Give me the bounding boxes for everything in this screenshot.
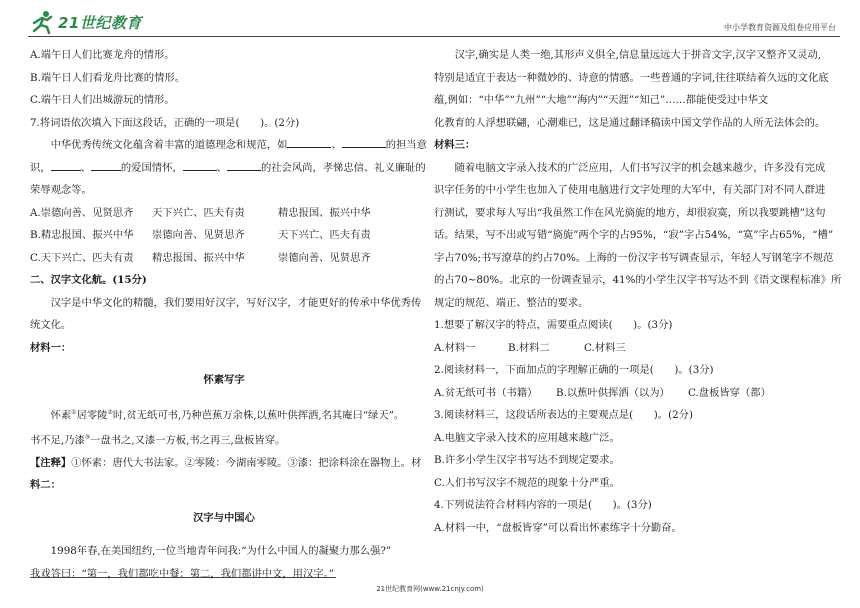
question-3-option-b: B.许多小学生汉字书写达不到规定要求。 bbox=[434, 454, 620, 466]
material-2-cont-line-4: 化教育的人浮想联翩，心潮难已，这是通过翻译稿读中国文学作品的人所无法体会的。 bbox=[434, 116, 826, 129]
material-2-cont-line-3: 蕴,例如：“中华”“九州”“大地”“海内”“天涯”“知己”……都能使受过中华文 bbox=[434, 94, 769, 106]
page-footer: 21世纪教育网(www.21cnjy.com) bbox=[376, 585, 484, 593]
q7-option-c: C.天下兴亡、匹夫有责 精忠报国、振兴中华 崇德向善、见贤思齐 bbox=[30, 251, 371, 264]
question-1: 1.想要了解汉字的特点，需要重点阅读( )。(3分) bbox=[434, 319, 673, 331]
fill-blank[interactable] bbox=[342, 135, 386, 148]
material-3-line-6: 的占70~80%。北京的一份调查显示，41%的小学生汉字书写达不到《语文课程标准》所 bbox=[434, 274, 842, 286]
question-2-options: A.贫无纸可书（书籍） B.以蕉叶供挥洒（以为） C.盘板皆穿（都） bbox=[434, 386, 771, 399]
material-2-line-1: 1998年春,在美国纽约,一位当地青年问我:“为什么中国人的凝聚力那么强?” bbox=[50, 545, 392, 558]
material-3-line-5: 字占70%;书写潦草的约占70%。上海的一份汉字书写调查显示，年轻人写钢笔字不规范 bbox=[434, 251, 834, 264]
question-4-option-a: A.材料一中，“盘板皆穿”可以看出怀素练字十分勤奋。 bbox=[434, 521, 682, 534]
runner-logo-icon bbox=[30, 9, 56, 35]
header-rule bbox=[28, 36, 840, 37]
option-c: C.端午日人们出城游玩的情形。 bbox=[30, 94, 175, 106]
material-2-line-2: 我戏答曰：“第一，我们都吃中餐；第二，我们都讲中文，用汉字。” bbox=[30, 567, 334, 580]
material-2-cont-line-1: 汉字,确实是人类一绝,其形声义俱全,信息量远远大于拼音文字,汉字又整齐又灵动, bbox=[454, 49, 822, 61]
annotation: 【注释】①怀素：唐代大书法家。②零陵：今湖南零陵。③漆：把涂料涂在器物上。材 bbox=[30, 456, 422, 469]
material-3-label: 材料三： bbox=[434, 139, 476, 151]
material-1-line-2: 书不足,乃漆③一盘书之,又漆一方板,书之再三,盘板皆穿。 bbox=[30, 434, 286, 447]
question-1-options: A.材料一 B.材料二 C.材料三 bbox=[434, 341, 626, 354]
option-a: A.端午日人们比赛龙舟的情形。 bbox=[30, 49, 175, 61]
q7-option-b: B.精忠报国、振兴中华 崇德向善、见贤思齐 天下兴亡、匹夫有责 bbox=[30, 229, 371, 241]
fill-blank[interactable] bbox=[183, 158, 217, 171]
brand-name: 21世纪教育 bbox=[58, 13, 142, 32]
fill-blank[interactable] bbox=[51, 158, 81, 171]
q7-passage-line-1: 中华优秀传统文化蕴含着丰富的道德理念和规范，如 、 的担当意 bbox=[30, 134, 418, 157]
question-4: 4.下列说法符合材料内容的一项是( )。(3分) bbox=[434, 499, 652, 511]
platform-name: 中小学教育资源及组卷应用平台 bbox=[724, 23, 836, 32]
q7-option-a: A.崇德向善、见贤思齐 天下兴亡、匹夫有责 精忠报国、振兴中华 bbox=[30, 206, 371, 219]
material-1-line-1: 怀素①居零陵②时,贫无纸可书,乃种芭蕉万余株,以蕉叶供挥洒,名其庵曰“绿天”。 bbox=[50, 409, 405, 422]
question-7: 7.将词语依次填入下面这段话，正确的一项是( )。(2分) bbox=[30, 116, 300, 129]
q7-passage-line-2: 识， 、 的爱国情怀， 、 的社会风尚，孝悌忠信、礼义廉耻的 bbox=[30, 157, 418, 180]
material-3-line-3: 行测试，要求每人写出“我虽然工作在风光旖旎的地方，却很寂寞，所以我要跳槽”这句 bbox=[434, 206, 826, 219]
question-3-option-c: C.人们书写汉字不规范的现象十分严重。 bbox=[434, 476, 620, 489]
material-3-line-1: 随着电脑文字录入技术的广泛应用，人们书写汉字的机会越来越少，许多没有完成 bbox=[454, 161, 826, 174]
question-3: 3.阅读材料三，这段话所表达的主要观点是( )。(2分) bbox=[434, 409, 693, 421]
left-column bbox=[30, 44, 427, 585]
material-1-label: 材料一： bbox=[30, 341, 72, 354]
material-3-line-7: 规定的规范、端正、整洁的要求。 bbox=[434, 296, 589, 309]
material-2-cont-line-2: 特别是适宜于表达一种微妙的、诗意的情感。一些普通的字词,往往联结着久远的文化底 bbox=[434, 71, 829, 84]
question-3-option-a: A.电脑文字录入技术的应用越来越广泛。 bbox=[434, 431, 620, 444]
fill-blank[interactable] bbox=[287, 135, 331, 148]
material-3-line-2: 识字任务的中小学生也加入了使用电脑进行文字处理的大军中，有关部门对不同人群进 bbox=[434, 184, 826, 196]
section-intro-line-2: 统文化。 bbox=[30, 319, 72, 331]
footnote-rule bbox=[30, 577, 336, 578]
page-header bbox=[0, 0, 860, 44]
material-1-title: 怀素写字 bbox=[203, 374, 245, 387]
section-2-heading: 二、汉字文化航。(15分) bbox=[30, 274, 147, 286]
right-column bbox=[434, 44, 842, 539]
q7-passage-line-3: 荣辱观念等。 bbox=[30, 184, 92, 196]
material-2-title: 汉字与中国心 bbox=[193, 512, 255, 525]
option-b: B.端午日人们看龙舟比赛的情形。 bbox=[30, 71, 185, 84]
section-intro-line-1: 汉字是中华文化的精髓，我们要用好汉字，写好汉字，才能更好的传承中华优秀传 bbox=[50, 296, 422, 309]
fill-blank[interactable] bbox=[91, 158, 121, 171]
material-3-line-4: 话。结果，写不出或写错“旖旎”两个字的占95%，“寂”字占54%，“寞”字占65%，“槽” bbox=[434, 229, 834, 241]
fill-blank[interactable] bbox=[227, 158, 261, 171]
question-2: 2.阅读材料一，下面加点的字理解正确的一项是( )。(3分) bbox=[434, 364, 714, 376]
brand-logo bbox=[30, 8, 142, 36]
material-2-label: 料二： bbox=[30, 479, 61, 492]
